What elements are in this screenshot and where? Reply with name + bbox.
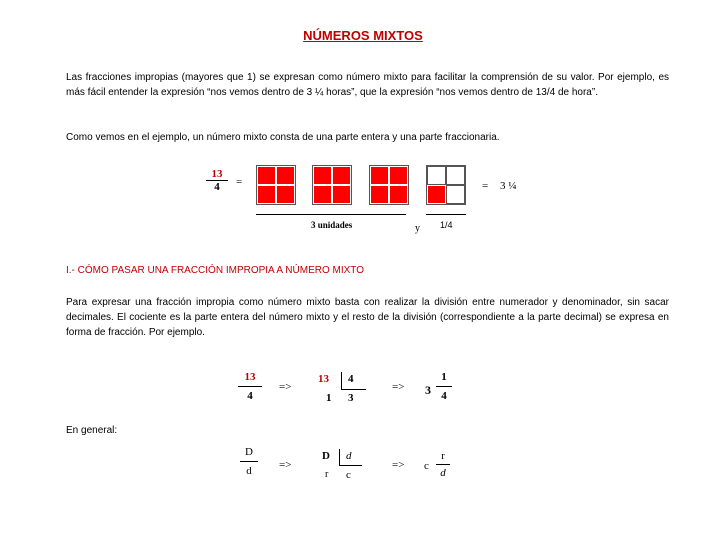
dividend: 13 (318, 373, 329, 385)
units-label: 3 unidades (311, 220, 353, 230)
section-paragraph: Para expresar una fracción impropia como número mixto basta con realizar la división entre numerador y denominador, sin sacar decimales. El cociente es la parte entera del número mixto y el resto de la división (correspondiente a la parte decimal) se expresa en forma de fracción. Por ejemplo. (66, 297, 669, 338)
equals-sign: = (236, 176, 243, 188)
arrow: => (392, 381, 405, 393)
general-result-numerator: r (441, 450, 445, 462)
result-denominator: 4 (436, 386, 452, 402)
general-result-denominator: d (436, 464, 450, 479)
filled-quarter (276, 185, 295, 204)
partial-block (426, 165, 466, 205)
arrow: => (279, 381, 292, 393)
unit-block (369, 165, 409, 205)
filled-quarter (370, 166, 389, 185)
filled-quarter (313, 166, 332, 185)
equals-sign: = (482, 180, 489, 192)
example-fraction (238, 371, 262, 402)
mixed-result: 3 ¼ (500, 180, 517, 192)
general-numerator: D (245, 446, 253, 458)
example-numerator: 13 (244, 371, 256, 383)
empty-quarter (446, 185, 465, 204)
general-fraction (240, 446, 258, 477)
filled-quarter (370, 185, 389, 204)
arrow: => (392, 459, 405, 471)
general-whole: c (424, 460, 429, 472)
result-whole: 3 (425, 383, 431, 397)
example-denominator: 4 (238, 386, 262, 402)
intro-paragraph-2: Como vemos en el ejemplo, un número mixto consta de una parte entera y una parte fraccionaria. (66, 132, 500, 143)
empty-quarter (427, 166, 446, 185)
unit-block (256, 165, 296, 205)
result-numerator: 1 (441, 371, 447, 383)
remainder: 1 (326, 392, 332, 404)
illustration-fraction (206, 168, 228, 193)
filled-quarter (389, 166, 408, 185)
fraction-denominator: 4 (206, 180, 228, 193)
general-divisor: d (346, 450, 352, 462)
section-heading: I.- CÓMO PASAR UNA FRACCIÓN IMPROPIA A NÚMERO MIXTO (66, 265, 365, 276)
page-title: NÚMEROS MIXTOS (303, 28, 423, 43)
general-dividend: D (322, 450, 330, 462)
unit-block (312, 165, 352, 205)
result-fraction (436, 371, 452, 402)
filled-quarter (427, 185, 446, 204)
filled-quarter (389, 185, 408, 204)
general-label: En general: (66, 425, 118, 436)
fraction-numerator: 13 (211, 168, 223, 180)
filled-quarter (313, 185, 332, 204)
general-remainder: r (325, 469, 329, 480)
intro-paragraph: Las fracciones impropias (mayores que 1) se expresan como número mixto para facilitar la comprensión de su valor. Por ejemplo, es más fácil entender la expresión “nos vemos dentro de 3 ¼ horas”, que la expresión “nos vemos dentro de 13/4 de hora”. (66, 72, 669, 98)
quarter-underline (426, 214, 466, 215)
divisor: 4 (348, 373, 354, 385)
general-denominator: d (240, 461, 258, 477)
quotient: 3 (348, 392, 354, 404)
arrow: => (279, 459, 292, 471)
units-underline (256, 214, 406, 215)
filled-quarter (332, 185, 351, 204)
quarter-label: 1/4 (440, 220, 453, 230)
general-result-fraction (436, 450, 450, 479)
general-quotient: c (346, 469, 351, 481)
empty-quarter (446, 166, 465, 185)
filled-quarter (276, 166, 295, 185)
filled-quarter (257, 185, 276, 204)
and-label: y (415, 223, 420, 234)
filled-quarter (332, 166, 351, 185)
filled-quarter (257, 166, 276, 185)
